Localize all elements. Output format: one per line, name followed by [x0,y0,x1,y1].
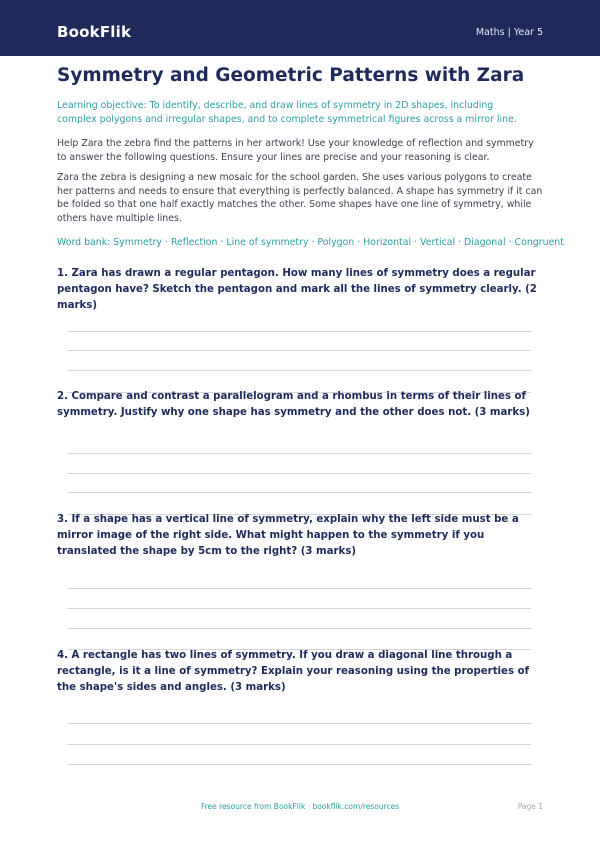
question-3: 3. If a shape has a vertical line of symmetry, explain why the left side must be a mirror image of the right side. What might happen to the symmetry if you translated the shape by 5cm to the right? (3 marks) [57,514,519,557]
worksheet-title: Symmetry and Geometric Patterns with Zara [57,65,525,86]
answer-line[interactable] [67,492,531,493]
answer-line[interactable] [67,331,531,332]
word-bank: Word bank: Symmetry · Reflection · Line of symmetry · Polygon · Horizontal · Vertical · Diagonal · Congruent [57,237,564,248]
answer-line[interactable] [67,628,531,629]
footer-resource-link[interactable]: Free resource from BookFlik · bookflik.com/resources [200,802,400,811]
learning-objective: Learning objective: To identify, describe, and draw lines of symmetry in 2D shapes, including complex polygons and irregular shapes, and to complete symmetrical figures across a mirror line. [57,100,517,125]
question-1: 1. Zara has drawn a regular pentagon. How many lines of symmetry does a regular pentagon have? Sketch the pentagon and mark all the lines of symmetry clearly. (2 marks) [57,268,537,311]
page-number: Page 1 [517,802,543,811]
answer-line[interactable] [67,453,531,454]
answer-line[interactable] [67,764,531,765]
page-header [0,0,600,56]
answer-line[interactable] [67,370,531,371]
question-4: 4. A rectangle has two lines of symmetry. If you draw a diagonal line through a rectangle, is it a line of symmetry? Explain your reasoning using the properties of the shape's sides and angles. (3 marks) [57,650,530,693]
answer-line[interactable] [67,744,531,745]
question-2: 2. Compare and contrast a parallelogram and a rhombus in terms of their lines of symmetry. Justify why one shape has symmetry and the other does not. (3 marks) [57,391,530,418]
context-paragraph: Zara the zebra is designing a new mosaic for the school garden. She uses various polygons to create her patterns and needs to ensure that everything is perfectly balanced. A shape has symmetry if it can be folded so that one half exactly matches the other. Some shapes have one line of symmetry, while others have multiple lines. [57,172,543,224]
answer-line[interactable] [67,723,531,724]
answer-line[interactable] [67,350,531,351]
subject-level-label: Maths | Year 5 [475,27,543,38]
brand-logo-text: BookFlik [57,23,132,41]
answer-line[interactable] [67,588,531,589]
answer-line[interactable] [67,608,531,609]
answer-line[interactable] [67,473,531,474]
intro-paragraph: Help Zara the zebra find the patterns in her artwork! Use your knowledge of reflection and symmetry to answer the following questions. Ensure your lines are precise and your reasoning is clear. [57,138,534,163]
